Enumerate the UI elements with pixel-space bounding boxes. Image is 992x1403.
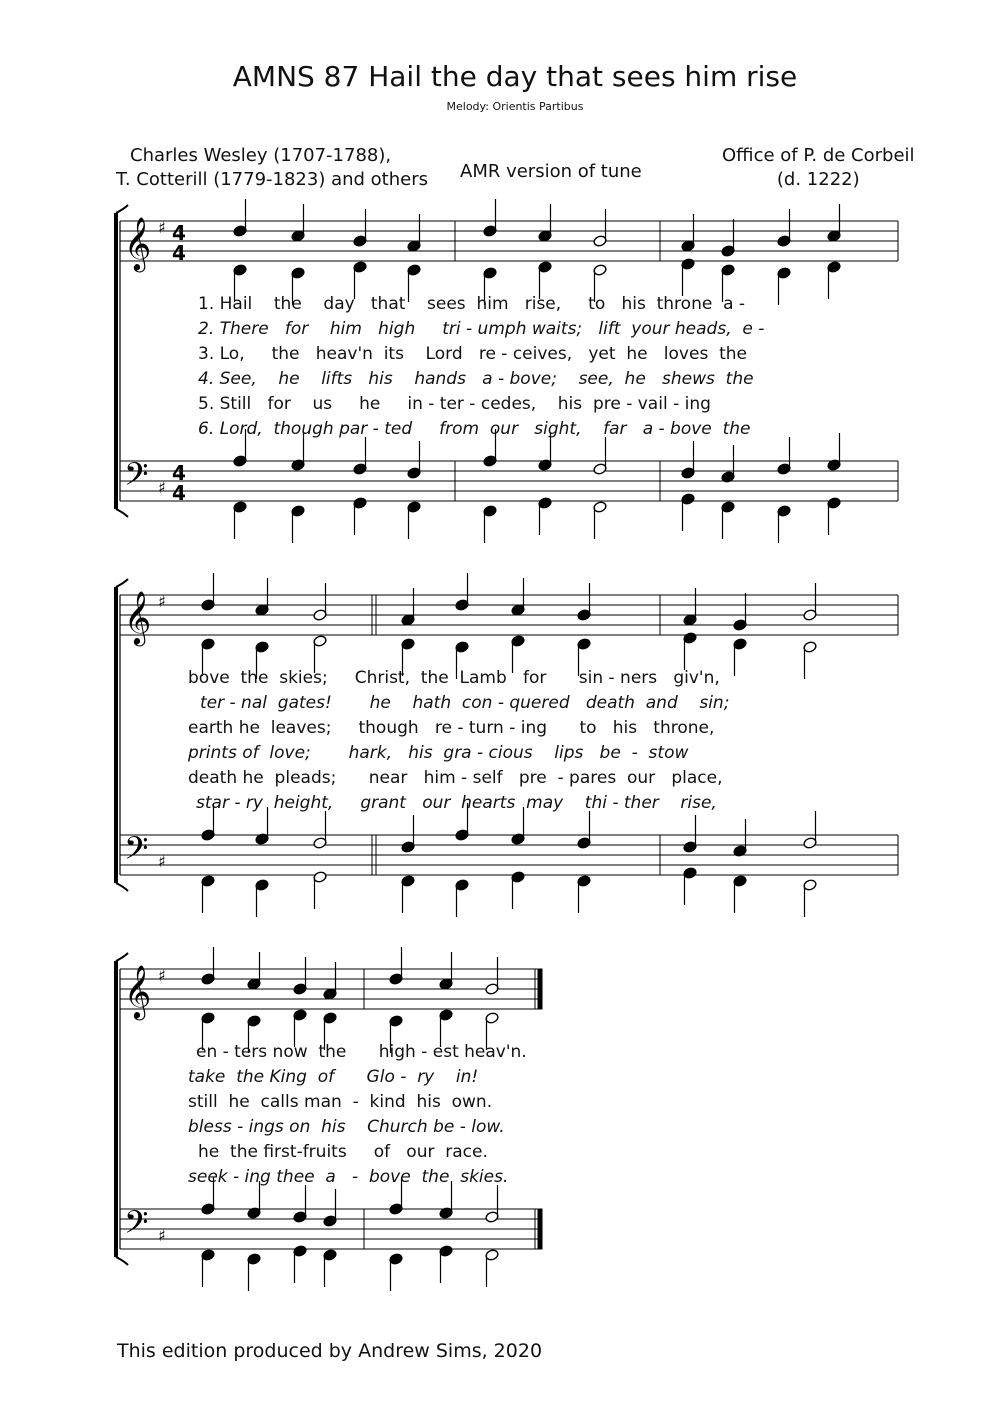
bracket-curl (116, 205, 128, 213)
key-sharp-icon: ♯ (158, 478, 166, 497)
lyric-s3-v2: take the King of Glo - ry in! (188, 1067, 479, 1087)
words-credit-line-2: T. Cotterill (1779-1823) and others (116, 169, 428, 190)
bracket-curl (116, 579, 128, 587)
time-signature: 4 (172, 241, 186, 265)
treble-clef-icon: 𝄞 (124, 590, 152, 644)
key-sharp-icon: ♯ (158, 1226, 166, 1245)
bracket-curl (116, 953, 128, 961)
final-bar (538, 969, 542, 1009)
lyric-s1-v2: 2. There for him high tri - umph waits; lift your heads, e - (198, 319, 765, 339)
words-credit-line-1: Charles Wesley (1707-1788), (130, 145, 392, 166)
treble-clef-icon: 𝄞 (124, 216, 152, 270)
lyric-s2-v2: ter - nal gates! he hath con - quered death and sin; (200, 693, 730, 713)
edition-footer: This edition produced by Andrew Sims, 2020 (117, 1340, 543, 1362)
lyric-s3-v4: bless - ings on his Church be - low. (188, 1117, 505, 1137)
lyric-s2-v6: star - ry height, grant our hearts may thi - ther rise, (196, 793, 717, 813)
lyric-s1-v4: 4. See, he lifts his hands a - bove; see, he shews the (198, 369, 754, 389)
melody-subtitle: Melody: Orientis Partibus (446, 100, 584, 113)
lyric-s1-v5: 5. Still for us he in - ter - cedes, his pre - vail - ing (198, 394, 711, 414)
version-note: AMR version of tune (460, 161, 642, 182)
lyric-s1-v1: 1. Hail the day that sees him rise, to his throne a - (198, 294, 746, 314)
bracket-curl (116, 1257, 128, 1265)
hymn-title: AMNS 87 Hail the day that sees him rise (232, 60, 798, 93)
lyric-s2-v5: death he pleads; near him - self pre - pares our place, (188, 768, 723, 788)
music-credit-line-2: (d. 1222) (776, 169, 860, 190)
time-signature: 4 (172, 221, 186, 245)
bracket-curl (116, 883, 128, 891)
time-signature: 4 (172, 461, 186, 485)
bass-clef-icon: 𝄢 (124, 456, 149, 500)
bass-clef-icon: 𝄢 (124, 1204, 149, 1248)
lyric-s3-v6: seek - ing thee a - bove the skies. (188, 1167, 509, 1187)
key-sharp-icon: ♯ (158, 218, 166, 237)
treble-clef-icon: 𝄞 (124, 964, 152, 1018)
final-bar (538, 1209, 542, 1249)
music-credit-line-1: Office of P. de Corbeil (722, 145, 915, 166)
lyric-s1-v3: 3. Lo, the heav'n its Lord re - ceives, yet he loves the (198, 344, 748, 364)
key-sharp-icon: ♯ (158, 966, 166, 985)
lyric-s2-v3: earth he leaves; though re - turn - ing to his throne, (188, 718, 715, 738)
lyric-s3-v3: still he calls man - kind his own. (188, 1092, 493, 1112)
lyric-s2-v1: bove the skies; Christ, the Lamb for sin - ners giv'n, (188, 668, 720, 688)
key-sharp-icon: ♯ (158, 852, 166, 871)
key-sharp-icon: ♯ (158, 592, 166, 611)
bass-clef-icon: 𝄢 (124, 830, 149, 874)
lyric-s3-v5: he the first-fruits of our race. (198, 1142, 488, 1162)
lyric-s3-v1: en - ters now the high - est heav'n. (196, 1042, 527, 1062)
time-signature: 4 (172, 481, 186, 505)
lyric-s1-v6: 6. Lord, though par - ted from our sight, far a - bove the (198, 419, 751, 439)
bracket-curl (116, 509, 128, 517)
lyric-s2-v4: prints of love; hark, his gra - cious lips be - stow (188, 743, 689, 763)
